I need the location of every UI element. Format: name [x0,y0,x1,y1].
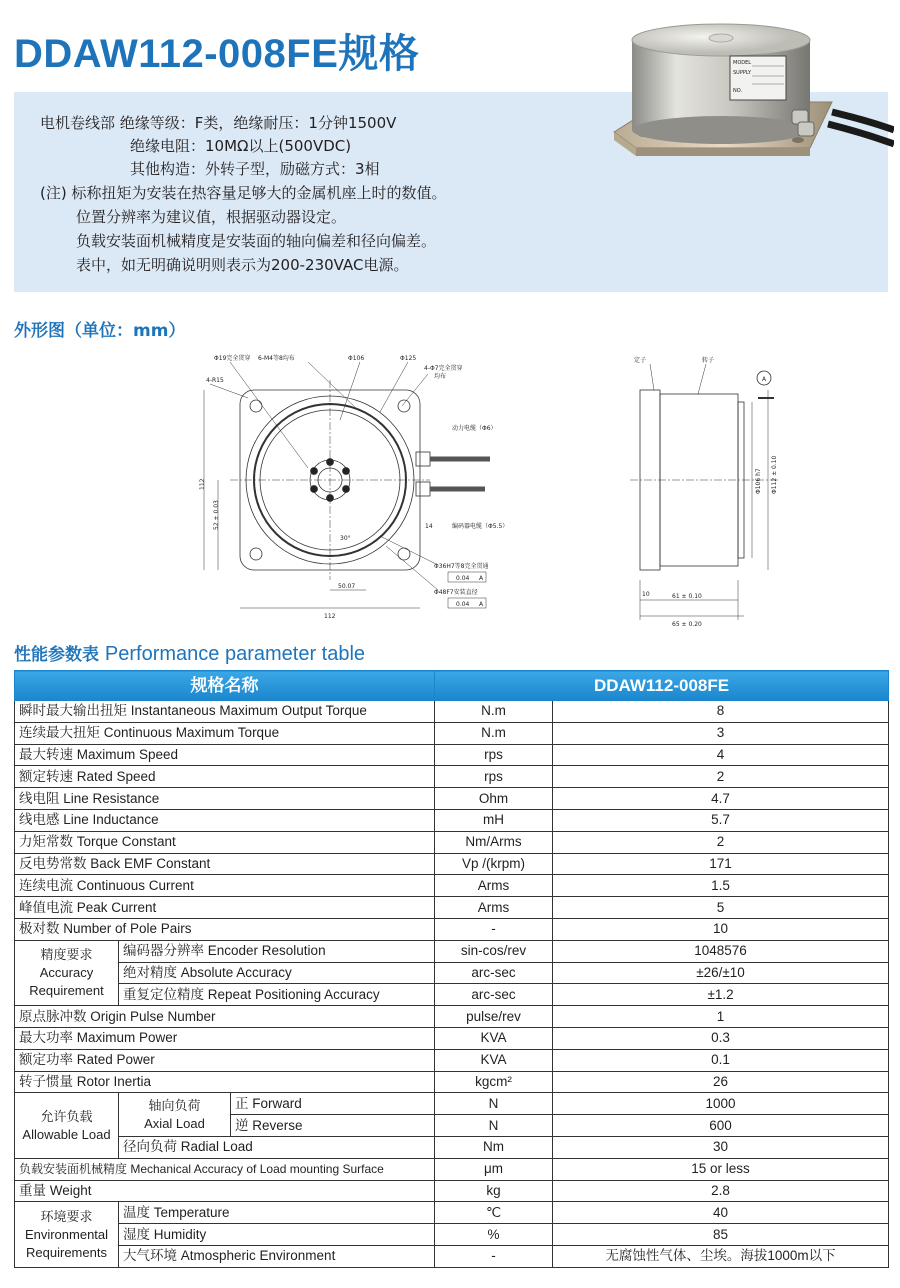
param-name: 湿度 Humidity [119,1224,435,1246]
param-value: 1000 [553,1093,889,1115]
note-insulation-resistance: 绝缘电阻：10MΩ以上(500VDC) [130,137,352,155]
label-tol2-datum: A [479,601,484,608]
param-unit: sin-cos/rev [435,940,553,962]
param-name: 最大转速 Maximum Speed [15,744,435,766]
param-unit: kg [435,1180,553,1202]
param-name: 极对数 Number of Pole Pairs [15,918,435,940]
table-row [15,1158,889,1180]
motor-photo [602,22,894,172]
param-name: 逆 Reverse [231,1115,435,1137]
param-unit: arc-sec [435,984,553,1006]
table-row [15,1049,889,1071]
group-label-line: 环境要求 [40,1208,93,1224]
label-m4: 6-M4等8均布 [258,355,295,362]
table-row [15,831,889,853]
label-no: NO. [733,88,743,94]
note-resolution: 位置分辨率为建议值，根据驱动器设定。 [76,208,347,226]
note-power-supply: 表中，如无明确说明则表示为200-230VAC电源。 [76,256,409,274]
param-value: 40 [553,1202,889,1224]
label-d125: Φ125 [400,355,417,362]
table-row [15,766,889,788]
param-value: 2.8 [553,1180,889,1202]
header-model: DDAW112-008FE [435,671,889,701]
param-name: 额定转速 Rated Speed [15,766,435,788]
header-spec-name: 规格名称 [15,671,435,701]
param-unit: - [435,918,553,940]
note-torque: (注) 标称扭矩为安装在热容量足够大的金属机座上时的数值。 [40,184,447,202]
param-value: 3 [553,722,889,744]
dim-112-horizontal: 112 [324,613,336,620]
param-value: 10 [553,918,889,940]
param-value: 1 [553,1006,889,1028]
label-datum-a: A [762,376,767,383]
label-tol1-value: 0.04 [456,575,470,582]
param-name: 正 Forward [231,1093,435,1115]
param-name: 瞬时最大输出扭矩 Instantaneous Maximum Output Torque [15,701,435,723]
param-name: 力矩常数 Torque Constant [15,831,435,853]
table-row [15,1136,889,1158]
table-row [15,1027,889,1049]
page-title: DDAW112-008FE规格 [14,32,420,76]
param-value: 8 [553,701,889,723]
group-label-line: 轴向负荷 [148,1097,201,1113]
label-tol2-value: 0.04 [456,601,470,608]
param-name: 绝对精度 Absolute Accuracy [119,962,435,984]
param-unit: N.m [435,701,553,723]
group-label-line: Requirement [29,982,104,998]
table-row [15,1224,889,1246]
group-label-line: Allowable Load [22,1126,111,1142]
label-d19: Φ19完全贯穿 [214,355,251,362]
param-name: 原点脉冲数 Origin Pulse Number [15,1006,435,1028]
dim-30deg: 30° [340,535,351,542]
environment-group-label [15,1202,119,1267]
param-value: ±1.2 [553,984,889,1006]
table-row [15,940,889,962]
group-label-line: Accuracy [39,964,94,980]
param-value: 1.5 [553,875,889,897]
table-row [15,809,889,831]
param-unit: Nm [435,1136,553,1158]
param-name: 线电感 Line Inductance [15,809,435,831]
param-unit: - [435,1245,553,1267]
param-value: 2 [553,766,889,788]
note-winding: 电机卷线部 绝缘等级：F类，绝缘耐压：1分钟1500V [40,114,397,132]
dim-61: 61 ± 0.10 [672,593,702,600]
table-row [15,875,889,897]
dim-d106h7: Φ106 h7 [755,468,762,494]
label-tol2: Φ48F7安装直径 [434,589,478,596]
param-value: 5.7 [553,809,889,831]
param-name: 温度 Temperature [119,1202,435,1224]
axial-load-label [119,1093,231,1137]
dim-65: 65 ± 0.20 [672,621,702,628]
table-row [15,1071,889,1093]
label-stator: 定子 [634,357,647,364]
param-unit: KVA [435,1027,553,1049]
performance-title-en: Performance parameter table [104,643,366,665]
accuracy-group-label [15,940,119,1005]
param-unit: ℃ [435,1202,553,1224]
table-row [15,1006,889,1028]
param-value: 1048576 [553,940,889,962]
dim-52: 52 ± 0.03 [213,500,220,530]
group-label-line: Environmental [24,1226,109,1242]
param-unit: rps [435,744,553,766]
table-row [15,722,889,744]
param-unit: Arms [435,875,553,897]
param-unit: Arms [435,897,553,919]
label-d7: 4-Φ7完全贯穿 [424,365,463,372]
param-unit: arc-sec [435,962,553,984]
table-row [15,1180,889,1202]
param-value: 600 [553,1115,889,1137]
label-power-cable: 动力电缆（Φ6） [452,425,497,432]
group-label-line: Axial Load [144,1115,205,1131]
label-r15: 4-R15 [206,377,224,384]
param-name: 最大功率 Maximum Power [15,1027,435,1049]
param-unit: N [435,1093,553,1115]
param-value: 26 [553,1071,889,1093]
table-row [15,918,889,940]
param-value: 5 [553,897,889,919]
param-name: 重复定位精度 Repeat Positioning Accuracy [119,984,435,1006]
param-unit: kgcm² [435,1071,553,1093]
label-rotor: 转子 [702,357,715,364]
table-header [15,671,889,701]
param-value: 0.3 [553,1027,889,1049]
param-unit: mH [435,809,553,831]
group-label-line: 允许负载 [40,1108,93,1124]
table-row [15,744,889,766]
label-supply: SUPPLY [733,70,752,76]
note-mechanical-accuracy: 负载安装面机械精度是安装面的轴向偏差和径向偏差。 [76,232,437,250]
param-name: 反电势常数 Back EMF Constant [15,853,435,875]
param-value: 4 [553,744,889,766]
label-tol1: Φ36H7等8完全贯通 [434,563,489,570]
param-name: 线电阻 Line Resistance [15,788,435,810]
performance-table-title [14,640,365,666]
table-row [15,701,889,723]
front-view [204,362,490,608]
dim-d112: Φ112 ± 0.10 [771,455,778,494]
outline-drawing-title: 外形图（单位：mm） [14,321,186,341]
param-value: 85 [553,1224,889,1246]
param-name: 峰值电流 Peak Current [15,897,435,919]
param-unit: N [435,1115,553,1137]
param-unit: Nm/Arms [435,831,553,853]
dim-10: 10 [642,591,650,598]
group-label-line: Requirements [26,1244,107,1260]
label-model: MODEL [733,60,752,66]
table-row [15,1245,889,1267]
param-value: ±26/±10 [553,962,889,984]
table-row [15,1093,889,1115]
param-value: 无腐蚀性气体、尘埃。海拔1000m以下 [553,1245,889,1267]
param-name: 大气环境 Atmospheric Environment [119,1245,435,1267]
label-d106: Φ106 [348,355,365,362]
label-d7-even: 均布 [434,373,447,380]
table-row [15,1202,889,1224]
param-unit: Ohm [435,788,553,810]
param-value: 15 or less [553,1158,889,1180]
note-construction: 其他构造：外转子型，励磁方式：3相 [130,160,380,178]
group-label-line: 精度要求 [40,946,93,962]
performance-table [14,670,889,1268]
param-value: 0.1 [553,1049,889,1071]
outline-drawing [190,350,790,630]
dim-14: 14 [425,523,433,530]
param-value: 30 [553,1136,889,1158]
param-name: 重量 Weight [15,1180,435,1202]
param-unit: % [435,1224,553,1246]
table-row [15,788,889,810]
performance-title-cn: 性能参数表 [14,645,99,665]
param-unit: Vp /(krpm) [435,853,553,875]
param-value: 4.7 [553,788,889,810]
param-name: 连续电流 Continuous Current [15,875,435,897]
param-name: 径向负荷 Radial Load [119,1136,435,1158]
table-row [15,853,889,875]
load-group-label [15,1093,119,1158]
param-unit: μm [435,1158,553,1180]
label-encoder-cable: 编码器电缆（Φ5.5） [452,523,509,530]
param-value: 171 [553,853,889,875]
table-row [15,897,889,919]
dim-112-vertical: 112 [199,478,206,490]
param-unit: KVA [435,1049,553,1071]
param-name: 负载安装面机械精度 Mechanical Accuracy of Load mounting Surface [15,1158,435,1180]
label-tol1-datum: A [479,575,484,582]
param-name: 连续最大扭矩 Continuous Maximum Torque [15,722,435,744]
dim-50: 50.07 [338,583,356,590]
param-name: 转子惯量 Rotor Inertia [15,1071,435,1093]
table-row [15,984,889,1006]
table-row [15,962,889,984]
param-unit: pulse/rev [435,1006,553,1028]
param-unit: rps [435,766,553,788]
param-name: 额定功率 Rated Power [15,1049,435,1071]
param-unit: N.m [435,722,553,744]
param-value: 2 [553,831,889,853]
param-name: 编码器分辨率 Encoder Resolution [119,940,435,962]
